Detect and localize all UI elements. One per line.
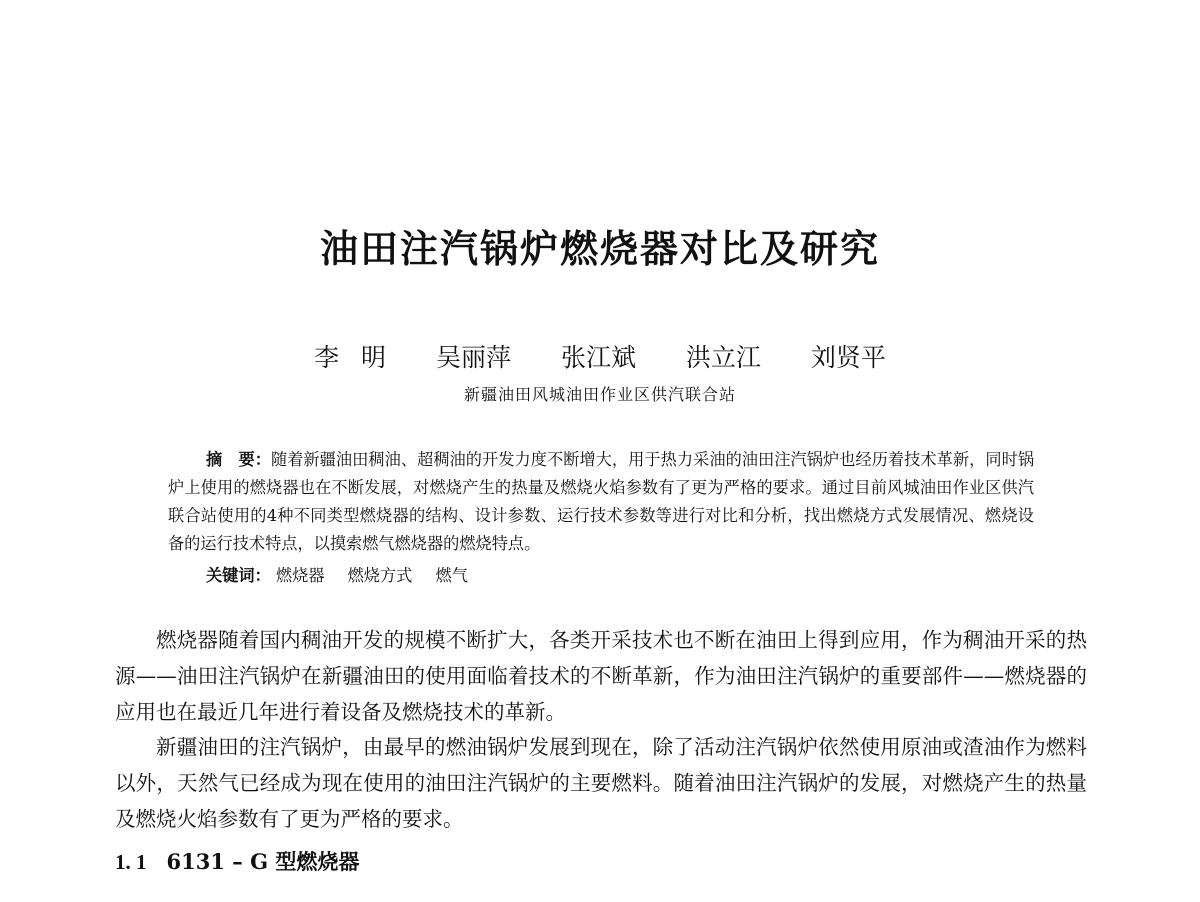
keyword: 燃气 — [435, 566, 468, 585]
keyword: 燃烧方式 — [347, 566, 413, 585]
author-name: 洪立江 — [685, 343, 761, 372]
paper-title: 油田注汽锅炉燃烧器对比及研究 — [319, 227, 880, 271]
section-number: 1. 1 — [115, 850, 147, 874]
section-heading — [115, 846, 359, 876]
keywords-label: 关键词： — [206, 566, 271, 585]
keywords — [206, 562, 486, 586]
section-title: 6131 – G 型燃烧器 — [166, 849, 360, 874]
abstract-text: 随着新疆油田稠油、超稠油的开发力度不断增大，用于热力采油的油田注汽锅炉也经历着技术革新，同时锅炉上使用的燃烧器也在不断发展，对燃烧产生的热量及燃烧火焰参数有了更为严格的要求。通过目前风城油田作业区供汽联合站使用的4种不同类型燃烧器的结构、设计参数、运行技术参数等进行对比和分析，找出燃烧方式发展情况、燃烧设备的运行技术特点，以摸索燃气燃烧器的燃烧特点。 — [168, 450, 1035, 553]
affiliation: 新疆油田风城油田作业区供汽联合站 — [463, 385, 736, 404]
paragraph-text: 新疆油田的注汽锅炉，由最早的燃油锅炉发展到现在，除了活动注汽锅炉依然使用原油或渣油作为燃料以外，天然气已经成为现在使用的油田注汽锅炉的主要燃料。随着油田注汽锅炉的发展，对燃烧产生的热量及燃烧火焰参数有了更为严格的要求。 — [115, 735, 1087, 831]
author-name: 吴丽萍 — [435, 343, 511, 372]
abstract-label: 摘 要： — [206, 450, 271, 469]
author-name: 刘贤平 — [810, 343, 886, 372]
paragraph-text: 燃烧器随着国内稠油开发的规模不断扩大，各类开采技术也不断在油田上得到应用，作为稠油开采的热源——油田注汽锅炉在新疆油田的使用面临着技术的不断革新，作为油田注汽锅炉的重要部件——燃烧器的应用也在最近几年进行着设备及燃烧技术的革新。 — [115, 628, 1087, 724]
author-name: 李 明 — [314, 343, 387, 372]
abstract — [168, 446, 1034, 558]
author-list — [0, 338, 1200, 374]
author-name: 张江斌 — [560, 343, 636, 372]
keyword: 燃烧器 — [275, 566, 325, 585]
body-paragraph-2 — [115, 729, 1087, 837]
body-paragraph-1 — [115, 622, 1087, 730]
